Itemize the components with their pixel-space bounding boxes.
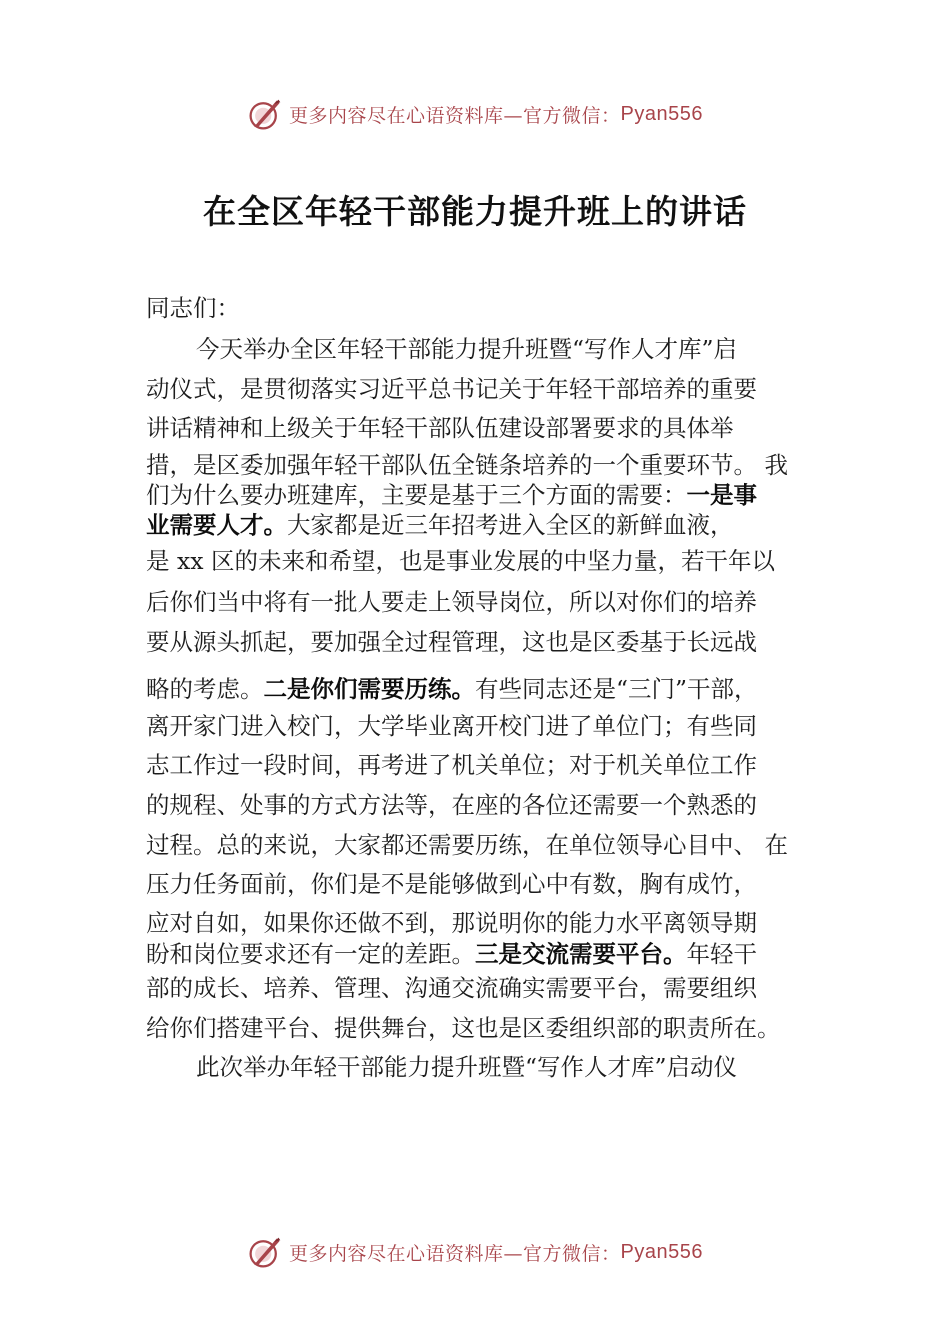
emphasis-point-three: 三是交流需要平台。 xyxy=(475,940,687,968)
body-line: 后你们当中将有一批人要走上领导岗位，所以对你们的培养 xyxy=(146,588,757,616)
body-line: 们为什么要办班建库，主要是基于三个方面的需要：一是事 xyxy=(146,481,757,509)
body-line: 给你们搭建平台、提供舞台，这也是区委组织部的职责所在。 xyxy=(146,1014,781,1042)
body-line: 讲话精神和上级关于年轻干部队伍建设部署要求的具体举 xyxy=(146,414,734,442)
body-line: 此次举办年轻干部能力提升班暨“写作人才库”启动仪 xyxy=(196,1053,738,1081)
body-line: 部的成长、培养、管理、沟通交流确实需要平台，需要组织 xyxy=(146,974,757,1002)
emphasis-point-two: 二是你们需要历练。 xyxy=(263,675,475,703)
watermark-text: 更多内容尽在心语资料库—官方微信： xyxy=(289,1242,621,1265)
body-line: 压力任务面前，你们是不是能够做到心中有数，胸有成竹， xyxy=(146,870,757,898)
body-line: 的规程、处事的方式方法等，在座的各位还需要一个熟悉的 xyxy=(146,791,757,819)
greeting: 同志们： xyxy=(146,294,240,322)
watermark-wechat-id: Pyan556 xyxy=(620,1240,703,1263)
header-watermark xyxy=(0,94,950,134)
quill-pen-seal-icon xyxy=(247,96,283,132)
body-line: 离开家门进入校门，大学毕业离开校门进了单位门；有些同 xyxy=(146,712,757,740)
body-line: 今天举办全区年轻干部能力提升班暨“写作人才库”启 xyxy=(196,335,738,363)
document-title: 在全区年轻干部能力提升班上的讲话 xyxy=(203,192,747,231)
body-line: 动仪式，是贯彻落实习近平总书记关于年轻干部培养的重要 xyxy=(146,375,757,403)
body-line: 志工作过一段时间，再考进了机关单位；对于机关单位工作 xyxy=(146,751,757,779)
watermark-wechat-id: Pyan556 xyxy=(620,102,703,125)
body-line: 略的考虑。二是你们需要历练。有些同志还是“三门”干部， xyxy=(146,675,758,703)
emphasis-point-one: 业需要人才。 xyxy=(146,511,287,539)
emphasis-point-one: 一是事 xyxy=(686,481,757,509)
body-line: 措，是区委加强年轻干部队伍全链条培养的一个重要环节。 我 xyxy=(146,451,788,479)
body-line: 应对自如，如果你还做不到，那说明你的能力水平离领导期 xyxy=(146,909,757,937)
body-line: 要从源头抓起，要加强全过程管理，这也是区委基于长远战 xyxy=(146,628,757,656)
body-line: 过程。总的来说，大家都还需要历练，在单位领导心目中、 在 xyxy=(146,831,788,859)
body-line: 盼和岗位要求还有一定的差距。三是交流需要平台。年轻干 xyxy=(146,940,757,968)
quill-pen-seal-icon xyxy=(247,1234,283,1270)
footer-watermark xyxy=(0,1232,950,1272)
watermark-text: 更多内容尽在心语资料库—官方微信： xyxy=(289,104,621,127)
body-line: 业需要人才。大家都是近三年招考进入全区的新鲜血液， xyxy=(146,511,734,539)
body-line: 是 xx 区的未来和希望，也是事业发展的中坚力量，若干年以 xyxy=(146,547,775,575)
